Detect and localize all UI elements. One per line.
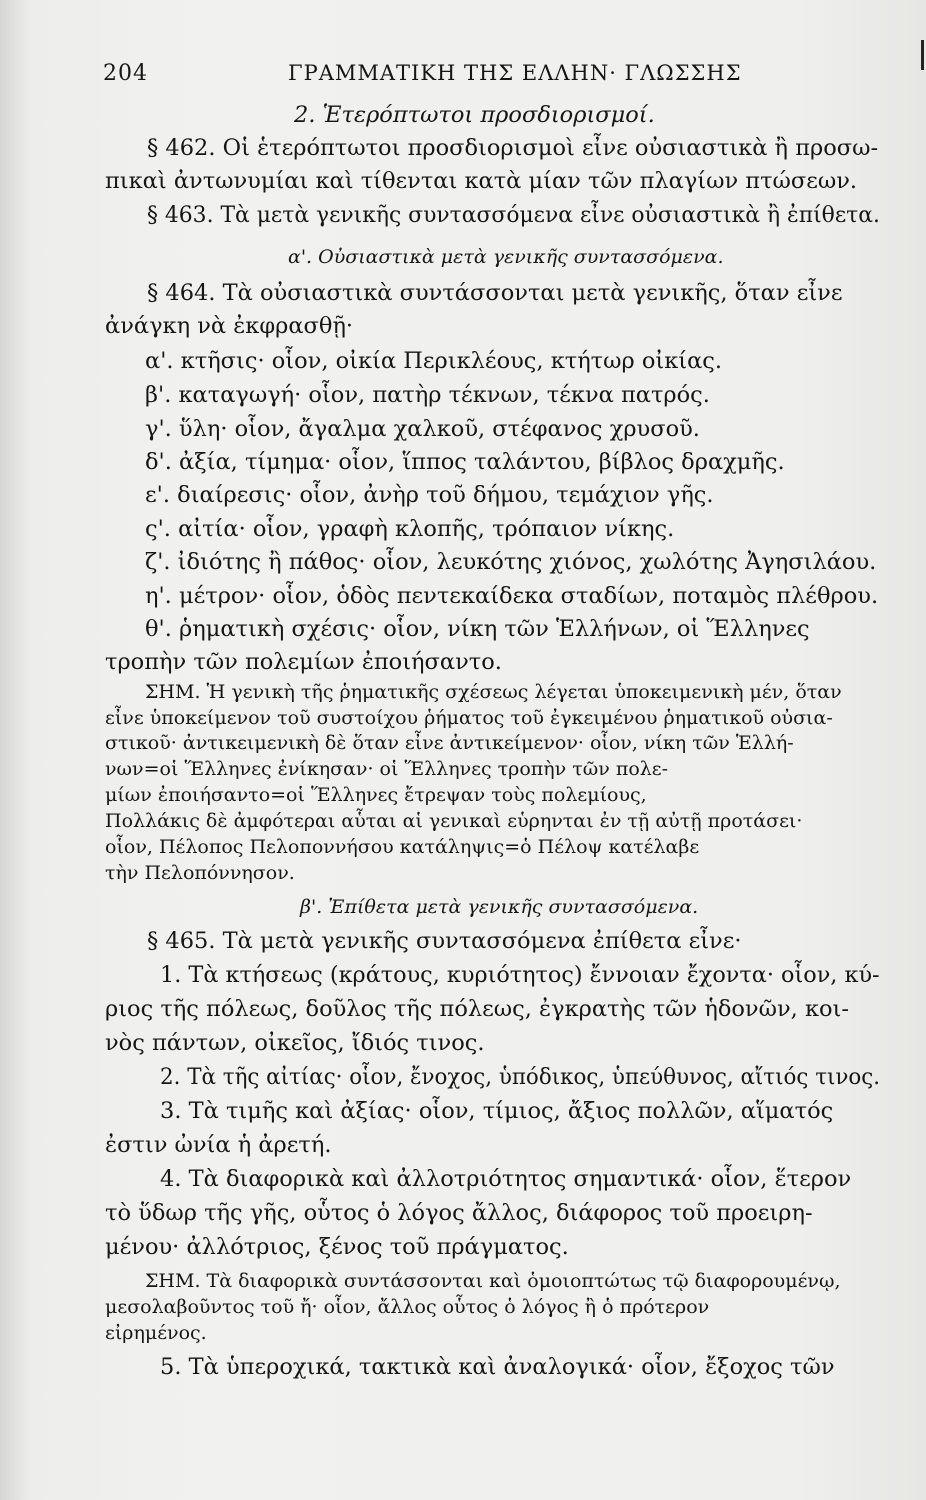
page-number: 204 — [103, 61, 148, 86]
list-item: ζ'. ἰδιότης ἢ πάθος· οἷον, λευκότης χιόνος, χωλότης Ἀγησιλάου. — [145, 549, 877, 575]
list-item: γ'. ὕλη· οἷον, ἄγαλμα χαλκοῦ, στέφανος χρυσοῦ. — [145, 416, 700, 442]
paragraph-465-line: 3. Τὰ τιμῆς καὶ ἀξίας· οἷον, τίμιος, ἄξιος πολλῶν, αἵματός — [160, 1098, 834, 1124]
paragraph-462-line-1: § 462. Οἱ ἑτερόπτωτοι προσδιορισμοὶ εἶνε οὐσιαστικὰ ἢ προσω- — [147, 135, 879, 161]
list-item: α'. κτῆσις· οἷον, οἰκία Περικλέους, κτήτωρ οἰκίας. — [145, 348, 723, 374]
paragraph-465-line: ἐστιν ὠνία ἡ ἀρετή. — [105, 1132, 332, 1158]
list-item: ς'. αἰτία· οἷον, γραφὴ κλοπῆς, τρόπαιον νίκης. — [145, 516, 675, 542]
subheading-b: β'. Ἐπίθετα μετὰ γενικῆς συντασσόμενα. — [300, 896, 699, 918]
paragraph-465-line: μένου· ἀλλότριος, ξένος τοῦ πράγματος. — [105, 1234, 569, 1260]
page-edge-mark — [921, 40, 924, 70]
note-line: ΣΗΜ. Ἡ γενικὴ τῆς ῥηματικῆς σχέσεως λέγεται ὑποκειμενικὴ μέν, ὅταν — [145, 681, 842, 703]
list-item-continuation: τροπὴν τῶν πολεμίων ἐποιήσαντο. — [105, 649, 502, 675]
paragraph-465-line: ριος τῆς πόλεως, δοῦλος τῆς πόλεως, ἐγκρατὴς τῶν ἡδονῶν, κοι- — [105, 996, 849, 1022]
subheading-a: α'. Οὐσιαστικὰ μετὰ γενικῆς συντασσόμενα. — [288, 246, 724, 268]
note-line: εἶνε ὑποκείμενον τοῦ συστοίχου ῥήματος τοῦ ἐγκειμένου ῥηματικοῦ οὐσια- — [105, 707, 833, 729]
running-title: ΓΡΑΜΜΑΤΙΚΗ ΤΗΣ ΕΛΛΗΝ· ΓΛΩΣΣΗΣ — [288, 61, 742, 85]
list-item: β'. καταγωγή· οἷον, πατὴρ τέκνων, τέκνα πατρός. — [145, 382, 710, 408]
list-item: δ'. ἀξία, τίμημα· οἷον, ἵππος ταλάντου, βίβλος δραχμῆς. — [145, 449, 785, 475]
note-line: στικοῦ· ἀντικειμενικὴ δὲ ὅταν εἶνε ἀντικείμενον· οἷον, νίκη τῶν Ἑλλή- — [105, 732, 794, 754]
paragraph-464-line-1: § 464. Τὰ οὐσιαστικὰ συντάσσονται μετὰ γενικῆς, ὅταν εἶνε — [147, 280, 843, 306]
paragraph-465-last-line: 5. Τὰ ὑπεροχικά, τακτικὰ καὶ ἀναλογικά· οἷον, ἔξοχος τῶν — [160, 1354, 835, 1380]
note-line: νων=οἱ Ἕλληνες ἐνίκησαν· οἱ Ἕλληνες τροπὴν τῶν πολε- — [105, 758, 669, 780]
note-line: εἰρημένος. — [105, 1322, 207, 1344]
paragraph-465-line: νὸς πάντων, οἰκεῖος, ἴδιός τινος. — [105, 1030, 485, 1056]
paragraph-462-line-2: πικαὶ ἀντωνυμίαι καὶ τίθενται κατὰ μίαν τῶν πλαγίων πτώσεων. — [105, 168, 858, 194]
note-line: Πολλάκις δὲ ἀμφότεραι αὗται αἱ γενικαὶ εὑρηνται ἐν τῇ αὐτῇ προτάσει· — [105, 810, 803, 832]
list-item: θ'. ῥηματικὴ σχέσις· οἷον, νίκη τῶν Ἑλλήνων, οἱ Ἕλληνες — [145, 616, 810, 642]
note-line: μεσολαβοῦντος τοῦ ἤ· οἷον, ἄλλος οὗτος ὁ λόγος ἢ ὁ πρότερον — [105, 1296, 710, 1318]
list-item: ε'. διαίρεσις· οἷον, ἀνὴρ τοῦ δήμου, τεμάχιον γῆς. — [145, 482, 714, 508]
paragraph-465-line: 2. Τὰ τῆς αἰτίας· οἷον, ἔνοχος, ὑπόδικος, ὑπεύθυνος, αἴτιός τινος. — [160, 1064, 881, 1090]
list-item: η'. μέτρον· οἷον, ὁδὸς πεντεκαίδεκα σταδίων, ποταμὸς πλέθρου. — [145, 583, 879, 609]
paragraph-465-line: τὸ ὕδωρ τῆς γῆς, οὗτος ὁ λόγος ἄλλος, διάφορος τοῦ προειρη- — [105, 1200, 813, 1226]
paragraph-465-intro: § 465. Τὰ μετὰ γενικῆς συντασσόμενα ἐπίθετα εἶνε· — [147, 928, 742, 954]
note-line: τὴν Πελοπόννησον. — [105, 862, 295, 884]
note-line: ΣΗΜ. Τὰ διαφορικὰ συντάσσονται καὶ ὁμοιοπτώτως τῷ διαφορουμένῳ, — [145, 1270, 841, 1292]
section-heading: 2. Ἑτερόπτωτοι προσδιορισμοί. — [294, 102, 655, 128]
paragraph-465-line: 4. Τὰ διαφορικὰ καὶ ἀλλοτριότητος σημαντικά· οἷον, ἕτερον — [160, 1166, 852, 1192]
note-line: μίων ἐποιήσαντο=οἱ Ἕλληνες ἔτρεψαν τοὺς πολεμίους, — [105, 784, 647, 806]
paragraph-465-line: 1. Τὰ κτήσεως (κράτους, κυριότητος) ἔννοιαν ἔχοντα· οἷον, κύ- — [160, 962, 880, 988]
note-line: οἷον, Πέλοπος Πελοποννήσου κατάληψις=ὁ Πέλοψ κατέλαβε — [105, 836, 700, 858]
paragraph-463: § 463. Τὰ μετὰ γενικῆς συντασσόμενα εἶνε οὐσιαστικὰ ἢ ἐπίθετα. — [147, 202, 880, 228]
paragraph-464-line-2: ἀνάγκη νὰ ἐκφρασθῇ· — [105, 313, 354, 339]
